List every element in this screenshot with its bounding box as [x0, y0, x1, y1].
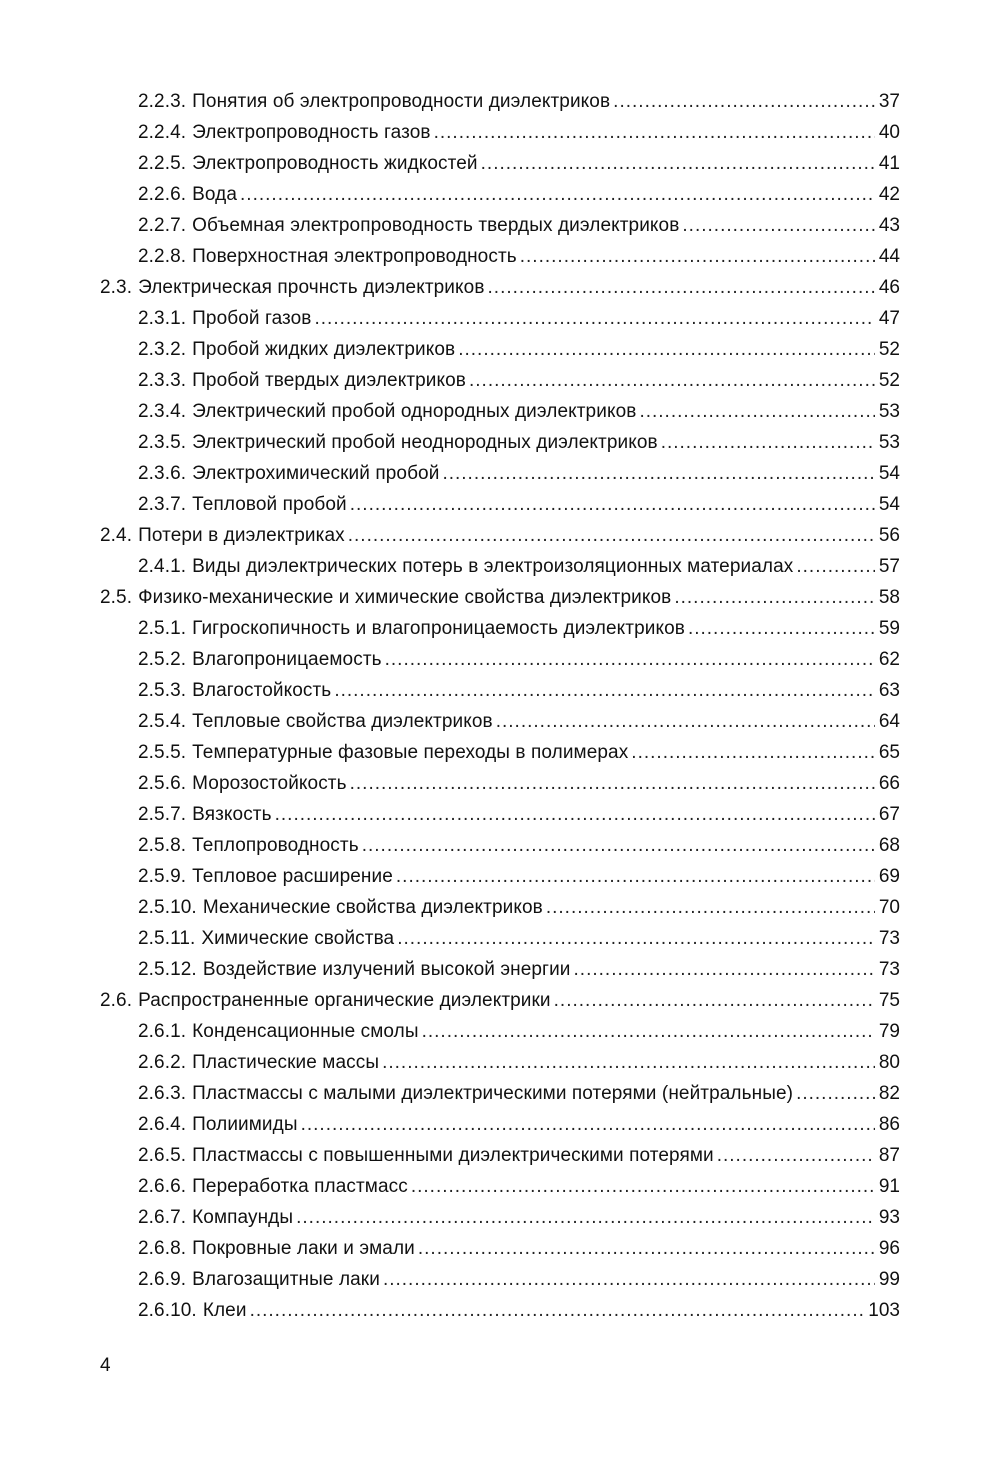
toc-entry-page: 63: [878, 680, 900, 701]
toc-entry-page: 103: [868, 1300, 900, 1321]
toc-entry-page: 53: [878, 401, 900, 422]
toc-entry-number: 2.4.1.: [138, 556, 187, 577]
toc-dot-leader: [796, 551, 875, 582]
toc-entry-page: 42: [878, 184, 900, 205]
toc-subsection-entry: [100, 365, 900, 396]
toc-entry-page: 70: [878, 897, 900, 918]
toc-subsection-entry: [100, 892, 900, 923]
toc-subsection-entry: [100, 1140, 900, 1171]
toc-section-entry: [100, 520, 900, 551]
toc-entry-page: 75: [878, 990, 900, 1011]
toc-entry-page: 41: [878, 153, 900, 174]
toc-dot-leader: [546, 892, 875, 923]
toc-entry-number: 2.2.3.: [138, 91, 187, 112]
toc-subsection-entry: [100, 830, 900, 861]
toc-subsection-entry: [100, 1078, 900, 1109]
toc-dot-leader: [688, 613, 875, 644]
toc-entry-page: 79: [878, 1021, 900, 1042]
toc-subsection-entry: [100, 1171, 900, 1202]
toc-entry-page: 46: [878, 277, 900, 298]
toc-dot-leader: [488, 272, 875, 303]
toc-entry-page: 86: [878, 1114, 900, 1135]
toc-entry-number: 2.3.3.: [138, 370, 187, 391]
toc-subsection-entry: [100, 1016, 900, 1047]
toc-section-entry: [100, 985, 900, 1016]
toc-dot-leader: [385, 644, 875, 675]
toc-entry-title: Полиимиды: [192, 1114, 298, 1135]
page-number: 4: [100, 1355, 111, 1376]
toc-dot-leader: [434, 117, 875, 148]
toc-subsection-entry: [100, 427, 900, 458]
toc-entry-title: Морозостойкость: [192, 773, 347, 794]
toc-subsection-entry: [100, 799, 900, 830]
toc-entry-page: 47: [878, 308, 900, 329]
toc-dot-leader: [469, 365, 875, 396]
toc-entry-page: 58: [878, 587, 900, 608]
toc-entry-title: Клеи: [202, 1300, 247, 1321]
toc-entry-title: Пробой твердых диэлектриков: [192, 370, 466, 391]
toc-entry-title: Вязкость: [192, 804, 272, 825]
toc-entry-title: Конденсационные смолы: [192, 1021, 419, 1042]
toc-entry-title: Воздействие излучений высокой энергии: [202, 959, 571, 980]
toc-entry-title: Вода: [192, 184, 238, 205]
toc-subsection-entry: [100, 861, 900, 892]
toc-dot-leader: [458, 334, 875, 365]
toc-subsection-entry: [100, 706, 900, 737]
toc-subsection-entry: [100, 1202, 900, 1233]
toc-entry-number: 2.5.7.: [138, 804, 187, 825]
toc-entry-page: 59: [878, 618, 900, 639]
toc-entry-title: Влагозащитные лаки: [192, 1269, 380, 1290]
toc-dot-leader: [418, 1233, 875, 1264]
toc-entry-page: 56: [878, 525, 900, 546]
toc-dot-leader: [350, 768, 875, 799]
toc-entry-title: Объемная электропроводность твердых диэлектриков: [192, 215, 680, 236]
toc-entry-title: Пластические массы: [192, 1052, 380, 1073]
toc-subsection-entry: [100, 458, 900, 489]
toc-entry-number: 2.2.7.: [138, 215, 187, 236]
toc-subsection-entry: [100, 613, 900, 644]
toc-subsection-entry: [100, 1047, 900, 1078]
toc-entry-number: 2.5.3.: [138, 680, 187, 701]
toc-dot-leader: [481, 148, 875, 179]
toc-entry-number: 2.6.5.: [138, 1145, 187, 1166]
toc-entry-title: Химические свойства: [201, 928, 395, 949]
toc-dot-leader: [422, 1016, 875, 1047]
toc-subsection-entry: [100, 644, 900, 675]
toc-subsection-entry: [100, 1264, 900, 1295]
toc-entry-page: 44: [878, 246, 900, 267]
toc-entry-number: 2.3.2.: [138, 339, 187, 360]
toc-entry-number: 2.2.8.: [138, 246, 187, 267]
toc-entry-title: Электрический пробой однородных диэлектриков: [192, 401, 637, 422]
toc-subsection-entry: [100, 768, 900, 799]
toc-entry-number: 2.5.10.: [138, 897, 197, 918]
toc-subsection-entry: [100, 737, 900, 768]
toc-entry-number: 2.5.9.: [138, 866, 187, 887]
toc-dot-leader: [362, 830, 875, 861]
toc-entry-number: 2.3.1.: [138, 308, 187, 329]
toc-dot-leader: [661, 427, 875, 458]
toc-dot-leader: [348, 520, 875, 551]
toc-subsection-entry: [100, 148, 900, 179]
toc-dot-leader: [240, 179, 875, 210]
toc-entry-number: 2.5.4.: [138, 711, 187, 732]
toc-entry-title: Электрохимический пробой: [192, 463, 440, 484]
toc-entry-title: Распространенные органические диэлектрики: [138, 990, 551, 1011]
toc-entry-title: Влагопроницаемость: [192, 649, 382, 670]
toc-subsection-entry: [100, 1109, 900, 1140]
toc-entry-title: Гигроскопичность и влагопроницаемость диэлектриков: [192, 618, 685, 639]
toc-entry-number: 2.2.4.: [138, 122, 187, 143]
toc-subsection-entry: [100, 489, 900, 520]
toc-entry-title: Потери в диэлектриках: [138, 525, 345, 546]
toc-entry-number: 2.3.4.: [138, 401, 187, 422]
toc-dot-leader: [682, 210, 875, 241]
toc-entry-page: 99: [878, 1269, 900, 1290]
toc-entry-title: Виды диэлектрических потерь в электроизоляционных материалах: [192, 556, 794, 577]
toc-entry-title: Покровные лаки и эмали: [192, 1238, 415, 1259]
toc-subsection-entry: [100, 86, 900, 117]
toc-entry-page: 54: [878, 463, 900, 484]
toc-entry-number: 2.6.: [100, 990, 133, 1011]
toc-subsection-entry: [100, 303, 900, 334]
toc-entry-page: 52: [878, 339, 900, 360]
toc-dot-leader: [674, 582, 875, 613]
toc-entry-title: Механические свойства диэлектриков: [202, 897, 543, 918]
toc-dot-leader: [554, 985, 875, 1016]
toc-subsection-entry: [100, 923, 900, 954]
toc-subsection-entry: [100, 675, 900, 706]
toc-entry-number: 2.3.6.: [138, 463, 187, 484]
toc-entry-page: 73: [878, 928, 900, 949]
toc-dot-leader: [315, 303, 876, 334]
toc-entry-number: 2.6.1.: [138, 1021, 187, 1042]
toc-subsection-entry: [100, 1233, 900, 1264]
toc-dot-leader: [442, 458, 875, 489]
toc-subsection-entry: [100, 179, 900, 210]
toc-entry-page: 37: [878, 91, 900, 112]
toc-entry-number: 2.3.: [100, 277, 133, 298]
toc-dot-leader: [382, 1047, 875, 1078]
toc-entry-page: 65: [878, 742, 900, 763]
toc-dot-leader: [334, 675, 875, 706]
toc-entry-page: 91: [878, 1176, 900, 1197]
toc-entry-title: Влагостойкость: [192, 680, 332, 701]
toc-entry-number: 2.5.11.: [138, 928, 196, 949]
toc-entry-number: 2.6.2.: [138, 1052, 187, 1073]
toc-dot-leader: [796, 1078, 875, 1109]
toc-entry-title: Тепловой пробой: [192, 494, 347, 515]
toc-entry-title: Тепловое расширение: [192, 866, 393, 887]
toc-dot-leader: [250, 1295, 866, 1326]
toc-entry-page: 66: [878, 773, 900, 794]
toc-entry-title: Электрический пробой неоднородных диэлектриков: [192, 432, 658, 453]
toc-subsection-entry: [100, 1295, 900, 1326]
toc-entry-title: Понятия об электропроводности диэлектриков: [192, 91, 611, 112]
toc-entry-page: 68: [878, 835, 900, 856]
toc-entry-number: 2.6.10.: [138, 1300, 197, 1321]
toc-entry-page: 43: [878, 215, 900, 236]
toc-entry-number: 2.3.5.: [138, 432, 187, 453]
toc-entry-page: 62: [878, 649, 900, 670]
toc-dot-leader: [296, 1202, 875, 1233]
toc-dot-leader: [613, 86, 875, 117]
toc-section-entry: [100, 582, 900, 613]
toc-subsection-entry: [100, 241, 900, 272]
toc-entry-page: 57: [878, 556, 900, 577]
toc-dot-leader: [275, 799, 875, 830]
toc-subsection-entry: [100, 551, 900, 582]
toc-entry-number: 2.4.: [100, 525, 133, 546]
toc-entry-title: Теплопроводность: [192, 835, 359, 856]
toc-section-entry: [100, 272, 900, 303]
toc-entry-title: Электрическая прочнсть диэлектриков: [138, 277, 485, 298]
toc-dot-leader: [639, 396, 875, 427]
toc-entry-number: 2.6.6.: [138, 1176, 187, 1197]
toc-entry-title: Температурные фазовые переходы в полимерах: [192, 742, 629, 763]
toc-entry-number: 2.3.7.: [138, 494, 187, 515]
toc-entry-page: 54: [878, 494, 900, 515]
toc-entry-page: 69: [878, 866, 900, 887]
toc-entry-number: 2.5.1.: [138, 618, 187, 639]
toc-subsection-entry: [100, 396, 900, 427]
toc-dot-leader: [350, 489, 875, 520]
toc-dot-leader: [717, 1140, 875, 1171]
toc-dot-leader: [574, 954, 875, 985]
toc-entry-page: 80: [878, 1052, 900, 1073]
toc-entry-number: 2.6.8.: [138, 1238, 187, 1259]
toc-entry-page: 73: [878, 959, 900, 980]
toc-entry-number: 2.6.3.: [138, 1083, 187, 1104]
toc-entry-number: 2.6.4.: [138, 1114, 187, 1135]
toc-entry-page: 96: [878, 1238, 900, 1259]
toc-entry-page: 64: [878, 711, 900, 732]
toc-entry-page: 53: [878, 432, 900, 453]
toc-dot-leader: [496, 706, 875, 737]
toc-subsection-entry: [100, 954, 900, 985]
toc-subsection-entry: [100, 334, 900, 365]
toc-entry-title: Пластмассы с повышенными диэлектрическими потерями: [192, 1145, 714, 1166]
toc-dot-leader: [411, 1171, 875, 1202]
toc-entry-number: 2.5.6.: [138, 773, 187, 794]
toc-entry-number: 2.5.5.: [138, 742, 187, 763]
toc-entry-page: 93: [878, 1207, 900, 1228]
toc-dot-leader: [396, 861, 875, 892]
toc-entry-number: 2.5.12.: [138, 959, 197, 980]
toc-entry-number: 2.5.8.: [138, 835, 187, 856]
toc-entry-page: 40: [878, 122, 900, 143]
toc-entry-page: 52: [878, 370, 900, 391]
toc-entry-number: 2.6.7.: [138, 1207, 187, 1228]
toc-entry-page: 67: [878, 804, 900, 825]
toc-entry-title: Компаунды: [192, 1207, 294, 1228]
table-of-contents: [100, 86, 900, 1326]
toc-entry-page: 82: [878, 1083, 900, 1104]
toc-subsection-entry: [100, 117, 900, 148]
toc-dot-leader: [383, 1264, 875, 1295]
toc-entry-title: Физико-механические и химические свойства диэлектриков: [138, 587, 672, 608]
toc-entry-title: Электропроводность газов: [192, 122, 431, 143]
toc-entry-number: 2.5.: [100, 587, 133, 608]
toc-entry-title: Пробой газов: [192, 308, 312, 329]
toc-subsection-entry: [100, 210, 900, 241]
toc-entry-number: 2.2.5.: [138, 153, 187, 174]
toc-entry-number: 2.2.6.: [138, 184, 187, 205]
toc-entry-title: Пробой жидких диэлектриков: [192, 339, 456, 360]
toc-entry-title: Тепловые свойства диэлектриков: [192, 711, 493, 732]
toc-entry-number: 2.5.2.: [138, 649, 187, 670]
toc-entry-title: Пластмассы с малыми диэлектрическими потерями (нейтральные): [192, 1083, 794, 1104]
toc-entry-title: Поверхностная электропроводность: [192, 246, 517, 267]
toc-dot-leader: [397, 923, 875, 954]
toc-dot-leader: [631, 737, 875, 768]
toc-entry-page: 87: [878, 1145, 900, 1166]
toc-entry-title: Электропроводность жидкостей: [192, 153, 478, 174]
toc-entry-title: Переработка пластмасс: [192, 1176, 408, 1197]
toc-dot-leader: [301, 1109, 875, 1140]
toc-dot-leader: [520, 241, 875, 272]
toc-entry-number: 2.6.9.: [138, 1269, 187, 1290]
